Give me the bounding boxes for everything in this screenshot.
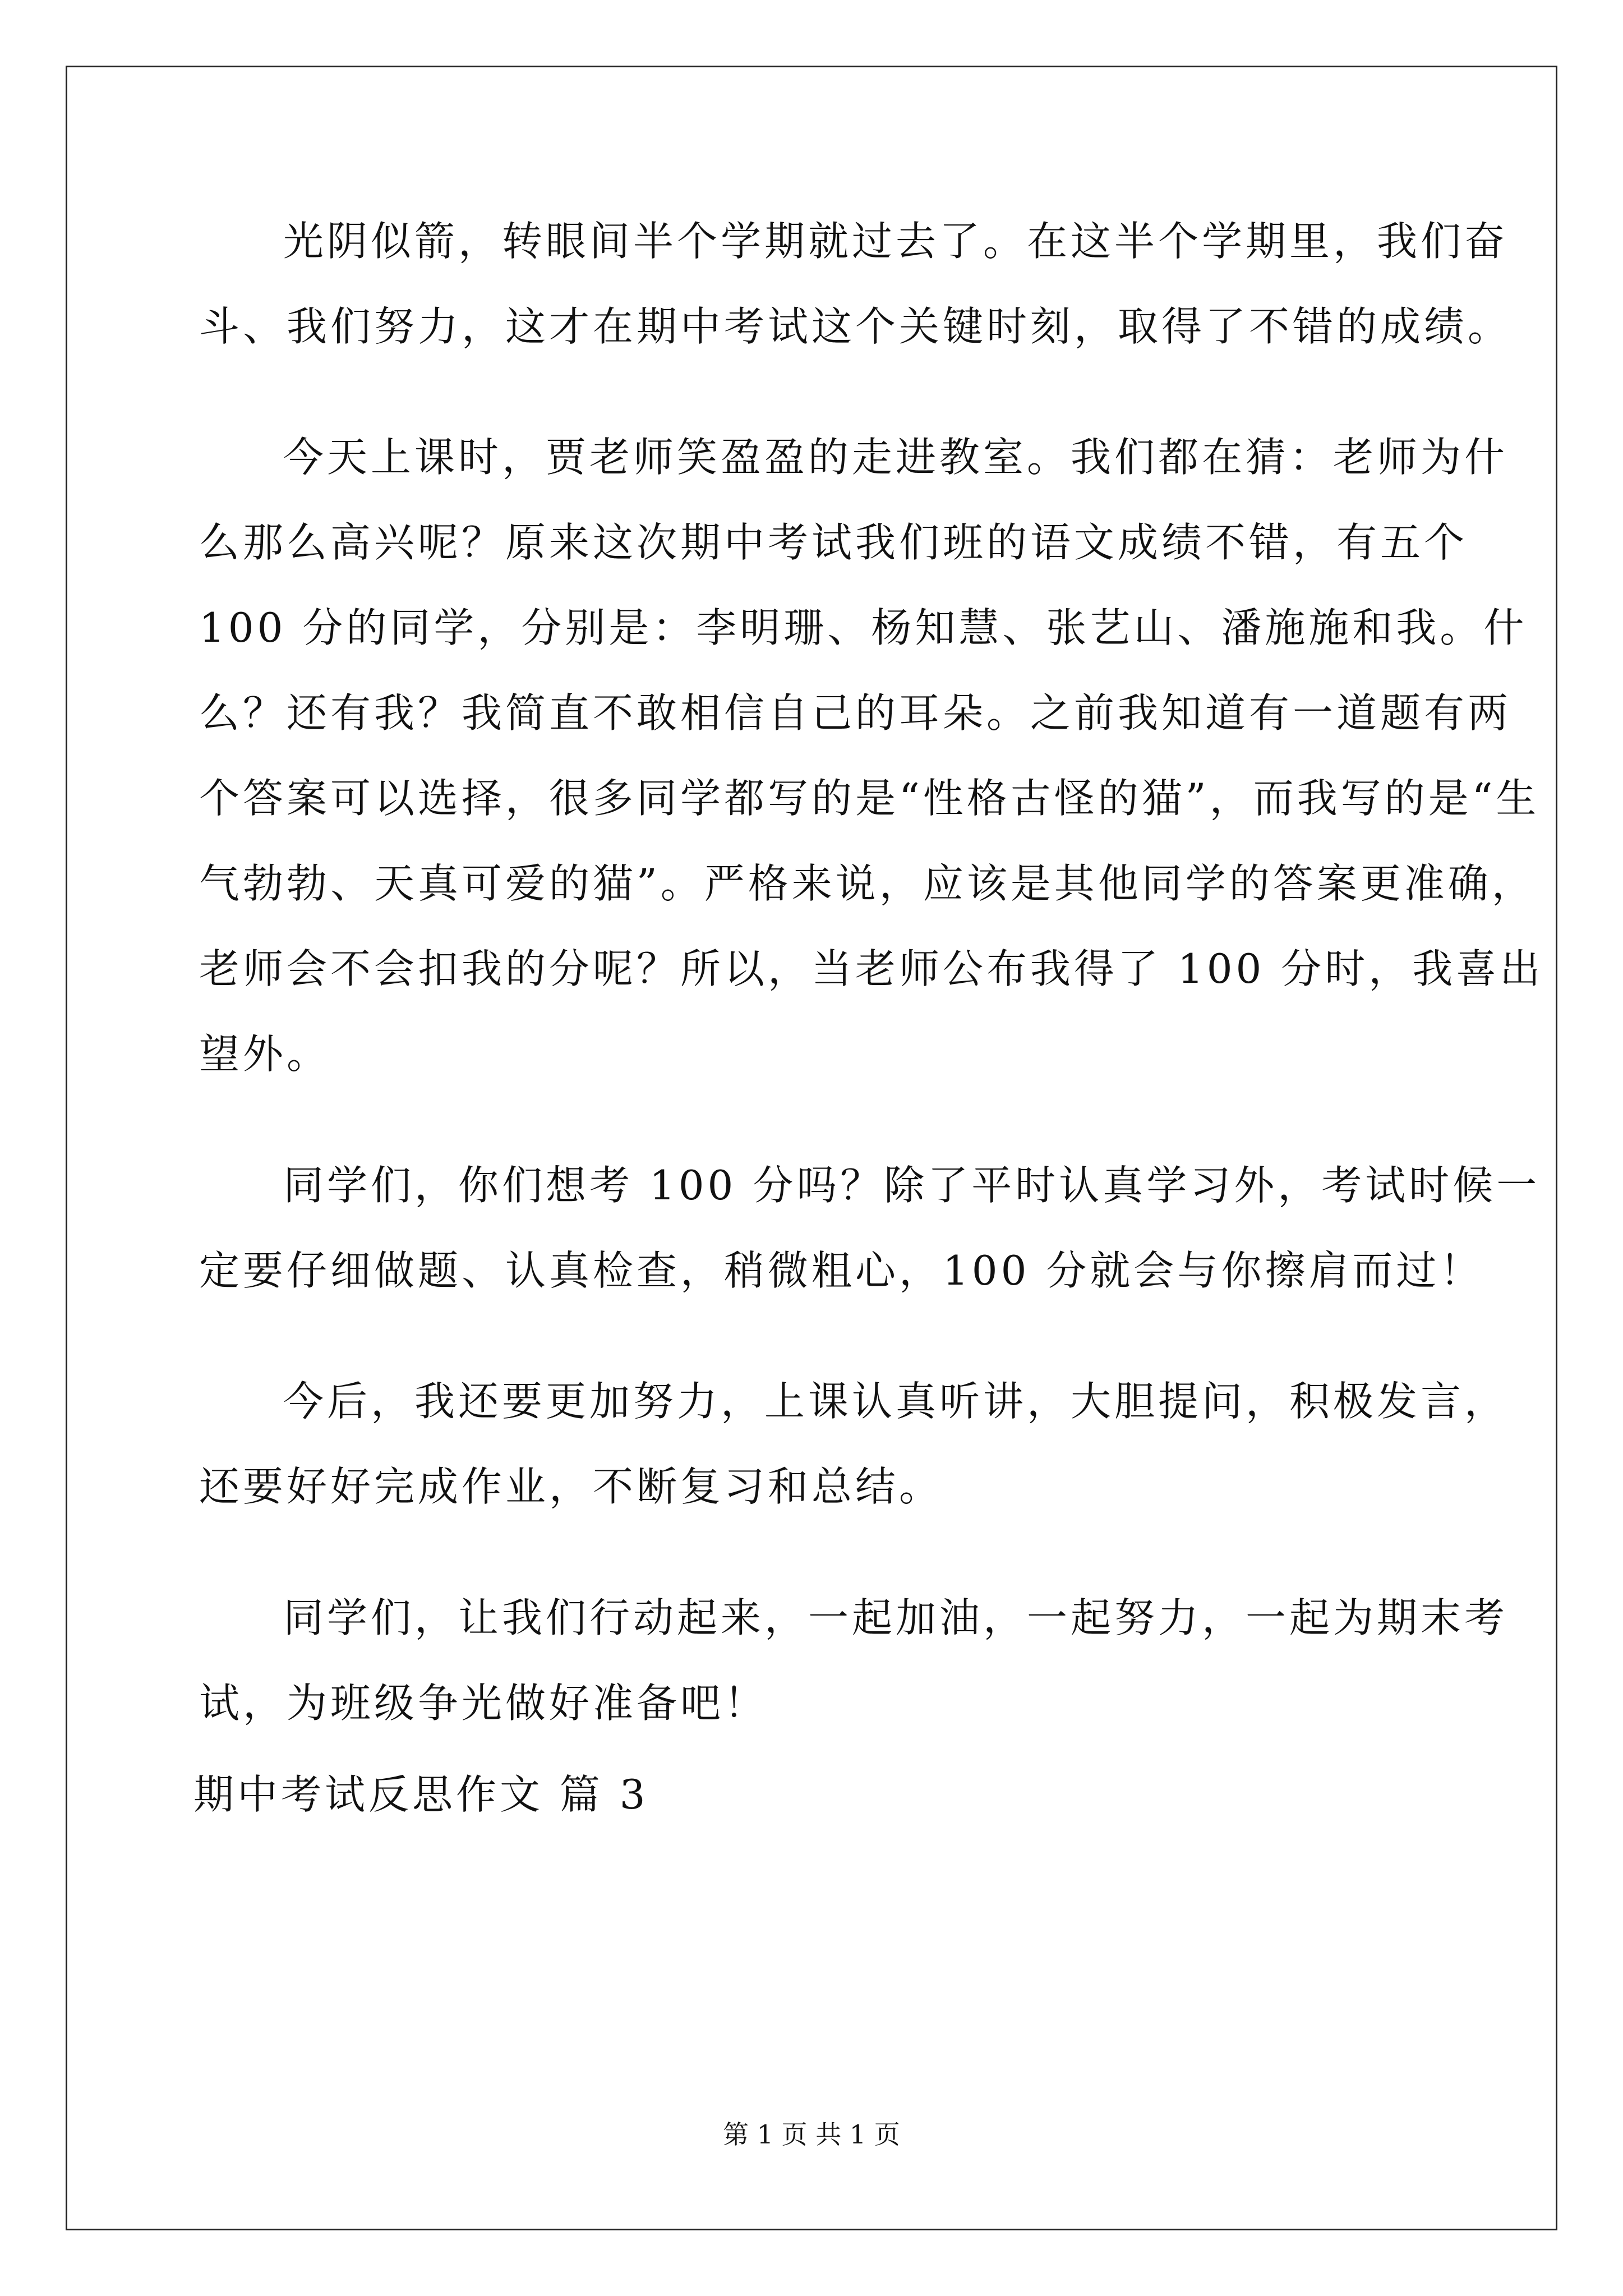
paragraph-line: 么？还有我？我简直不敢相信自己的耳朵。之前我知道有一道题有两 xyxy=(199,689,1512,737)
paragraph-line: 同学们，你们想考 100 分吗？除了平时认真学习外，考试时候一 xyxy=(283,1162,1541,1209)
paragraph-line: 100 分的同学，分别是：李明珊、杨知慧、张艺山、潘施施和我。什 xyxy=(199,604,1528,651)
paragraph-line: 同学们，让我们行动起来，一起加油，一起努力，一起为期末考 xyxy=(283,1594,1509,1641)
paragraph-line: 试，为班级争光做好准备吧！ xyxy=(199,1680,768,1727)
paragraph-line: 么那么高兴呢？原来这次期中考试我们班的语文成绩不错，有五个 xyxy=(199,519,1468,566)
paragraph-line: 光阴似箭，转眼间半个学期就过去了。在这半个学期里，我们奋 xyxy=(283,218,1509,265)
section-heading: 期中考试反思作文 篇 3 xyxy=(193,1771,649,1818)
paragraph-line: 定要仔细做题、认真检查，稍微粗心，100 分就会与你擦肩而过！ xyxy=(199,1247,1484,1294)
paragraph-line: 老师会不会扣我的分呢？所以，当老师公布我得了 100 分时，我喜出 xyxy=(199,945,1544,992)
paragraph-line: 今后，我还要更加努力，上课认真听讲，大胆提问，积极发言， xyxy=(283,1378,1509,1425)
paragraph-line: 个答案可以选择，很多同学都写的是“性格古怪的猫”，而我写的是“生 xyxy=(199,775,1540,822)
paragraph-line: 今天上课时，贾老师笑盈盈的走进教室。我们都在猜：老师为什 xyxy=(283,434,1509,481)
paragraph-line: 气勃勃、天真可爱的猫”。严格来说，应该是其他同学的答案更准确， xyxy=(199,860,1536,907)
paragraph-line: 还要好好完成作业，不断复习和总结。 xyxy=(199,1463,943,1510)
paragraph-line: 望外。 xyxy=(199,1030,331,1078)
paragraph-line: 斗、我们努力，这才在期中考试这个关键时刻，取得了不错的成绩。 xyxy=(199,303,1512,350)
page-border xyxy=(66,66,1557,2230)
page-footer: 第 1 页 共 1 页 xyxy=(723,2119,900,2150)
